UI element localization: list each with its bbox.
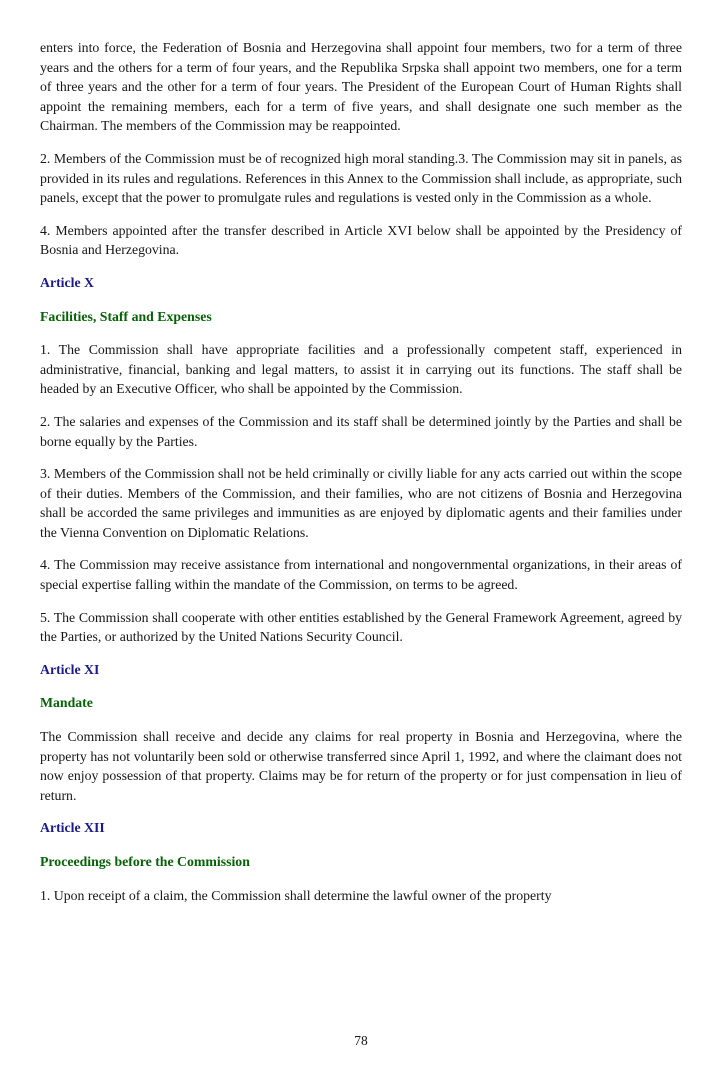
section-heading: Proceedings before the Commission [40, 854, 250, 869]
section-heading: Facilities, Staff and Expenses [40, 308, 212, 324]
article-heading: Article XI [40, 661, 100, 677]
paragraph: enters into force, the Federation of Bosnia and Herzegovina shall appoint four members, two for a term of three years and the others for a term of four years, and the Republika Srpska shall appoint two members, one for a term of three years and the other for a term of four years. The President of the European Court of Human Rights shall appoint the remaining members, each for a term of five years, and shall designate one such member as the Chairman. The members of the Commission may be reappointed. [40, 40, 682, 134]
section-heading: Mandate [40, 695, 93, 711]
paragraph: 3. Members of the Commission shall not be held criminally or civilly liable for any acts carried out within the scope of their duties. Members of the Commission, and their families, who are not citizens of Bosnia and Herzegovina shall be accorded the same privileges and immunities as are enjoyed by diplomatic agents and their families under the Vienna Convention on Diplomatic Relations. [40, 466, 682, 540]
page-number: 78 [354, 1033, 368, 1048]
paragraph: 1. The Commission shall have appropriate facilities and a professionally competent staff, experienced in administrative, financial, banking and legal matters, to assist it in carrying out its functions. The staff shall be headed by an Executive Officer, who shall be appointed by the Commission. [40, 342, 682, 397]
document-body [40, 38, 682, 905]
article-heading: Article X [40, 274, 95, 290]
paragraph: 2. Members of the Commission must be of recognized high moral standing.3. The Commission may sit in panels, as provided in its rules and regulations. References in this Annex to the Commission shall include, as appropriate, such panels, except that the power to promulgate rules and regulations is vested only in the Commission as a whole. [40, 150, 682, 206]
paragraph: 5. The Commission shall cooperate with other entities established by the General Framework Agreement, agreed by the Parties, or authorized by the United Nations Security Council. [40, 609, 682, 645]
paragraph: 2. The salaries and expenses of the Commission and its staff shall be determined jointly by the Parties and shall be borne equally by the Parties. [40, 413, 682, 449]
article-heading: Article XII [40, 820, 105, 836]
paragraph: 1. Upon receipt of a claim, the Commission shall determine the lawful owner of the property [40, 887, 552, 903]
paragraph: 4. The Commission may receive assistance from international and nongovernmental organizations, in their areas of special expertise falling within the mandate of the Commission, on terms to be agreed. [40, 557, 682, 593]
paragraph: 4. Members appointed after the transfer described in Article XVI below shall be appointed by the Presidency of Bosnia and Herzegovina. [40, 222, 682, 258]
paragraph: The Commission shall receive and decide any claims for real property in Bosnia and Herzegovina, where the property has not voluntarily been sold or otherwise transferred since April 1, 1992, and where the claimant does not now enjoy possession of that property. Claims may be for return of the property or for just compensation in lieu of return. [40, 729, 682, 803]
